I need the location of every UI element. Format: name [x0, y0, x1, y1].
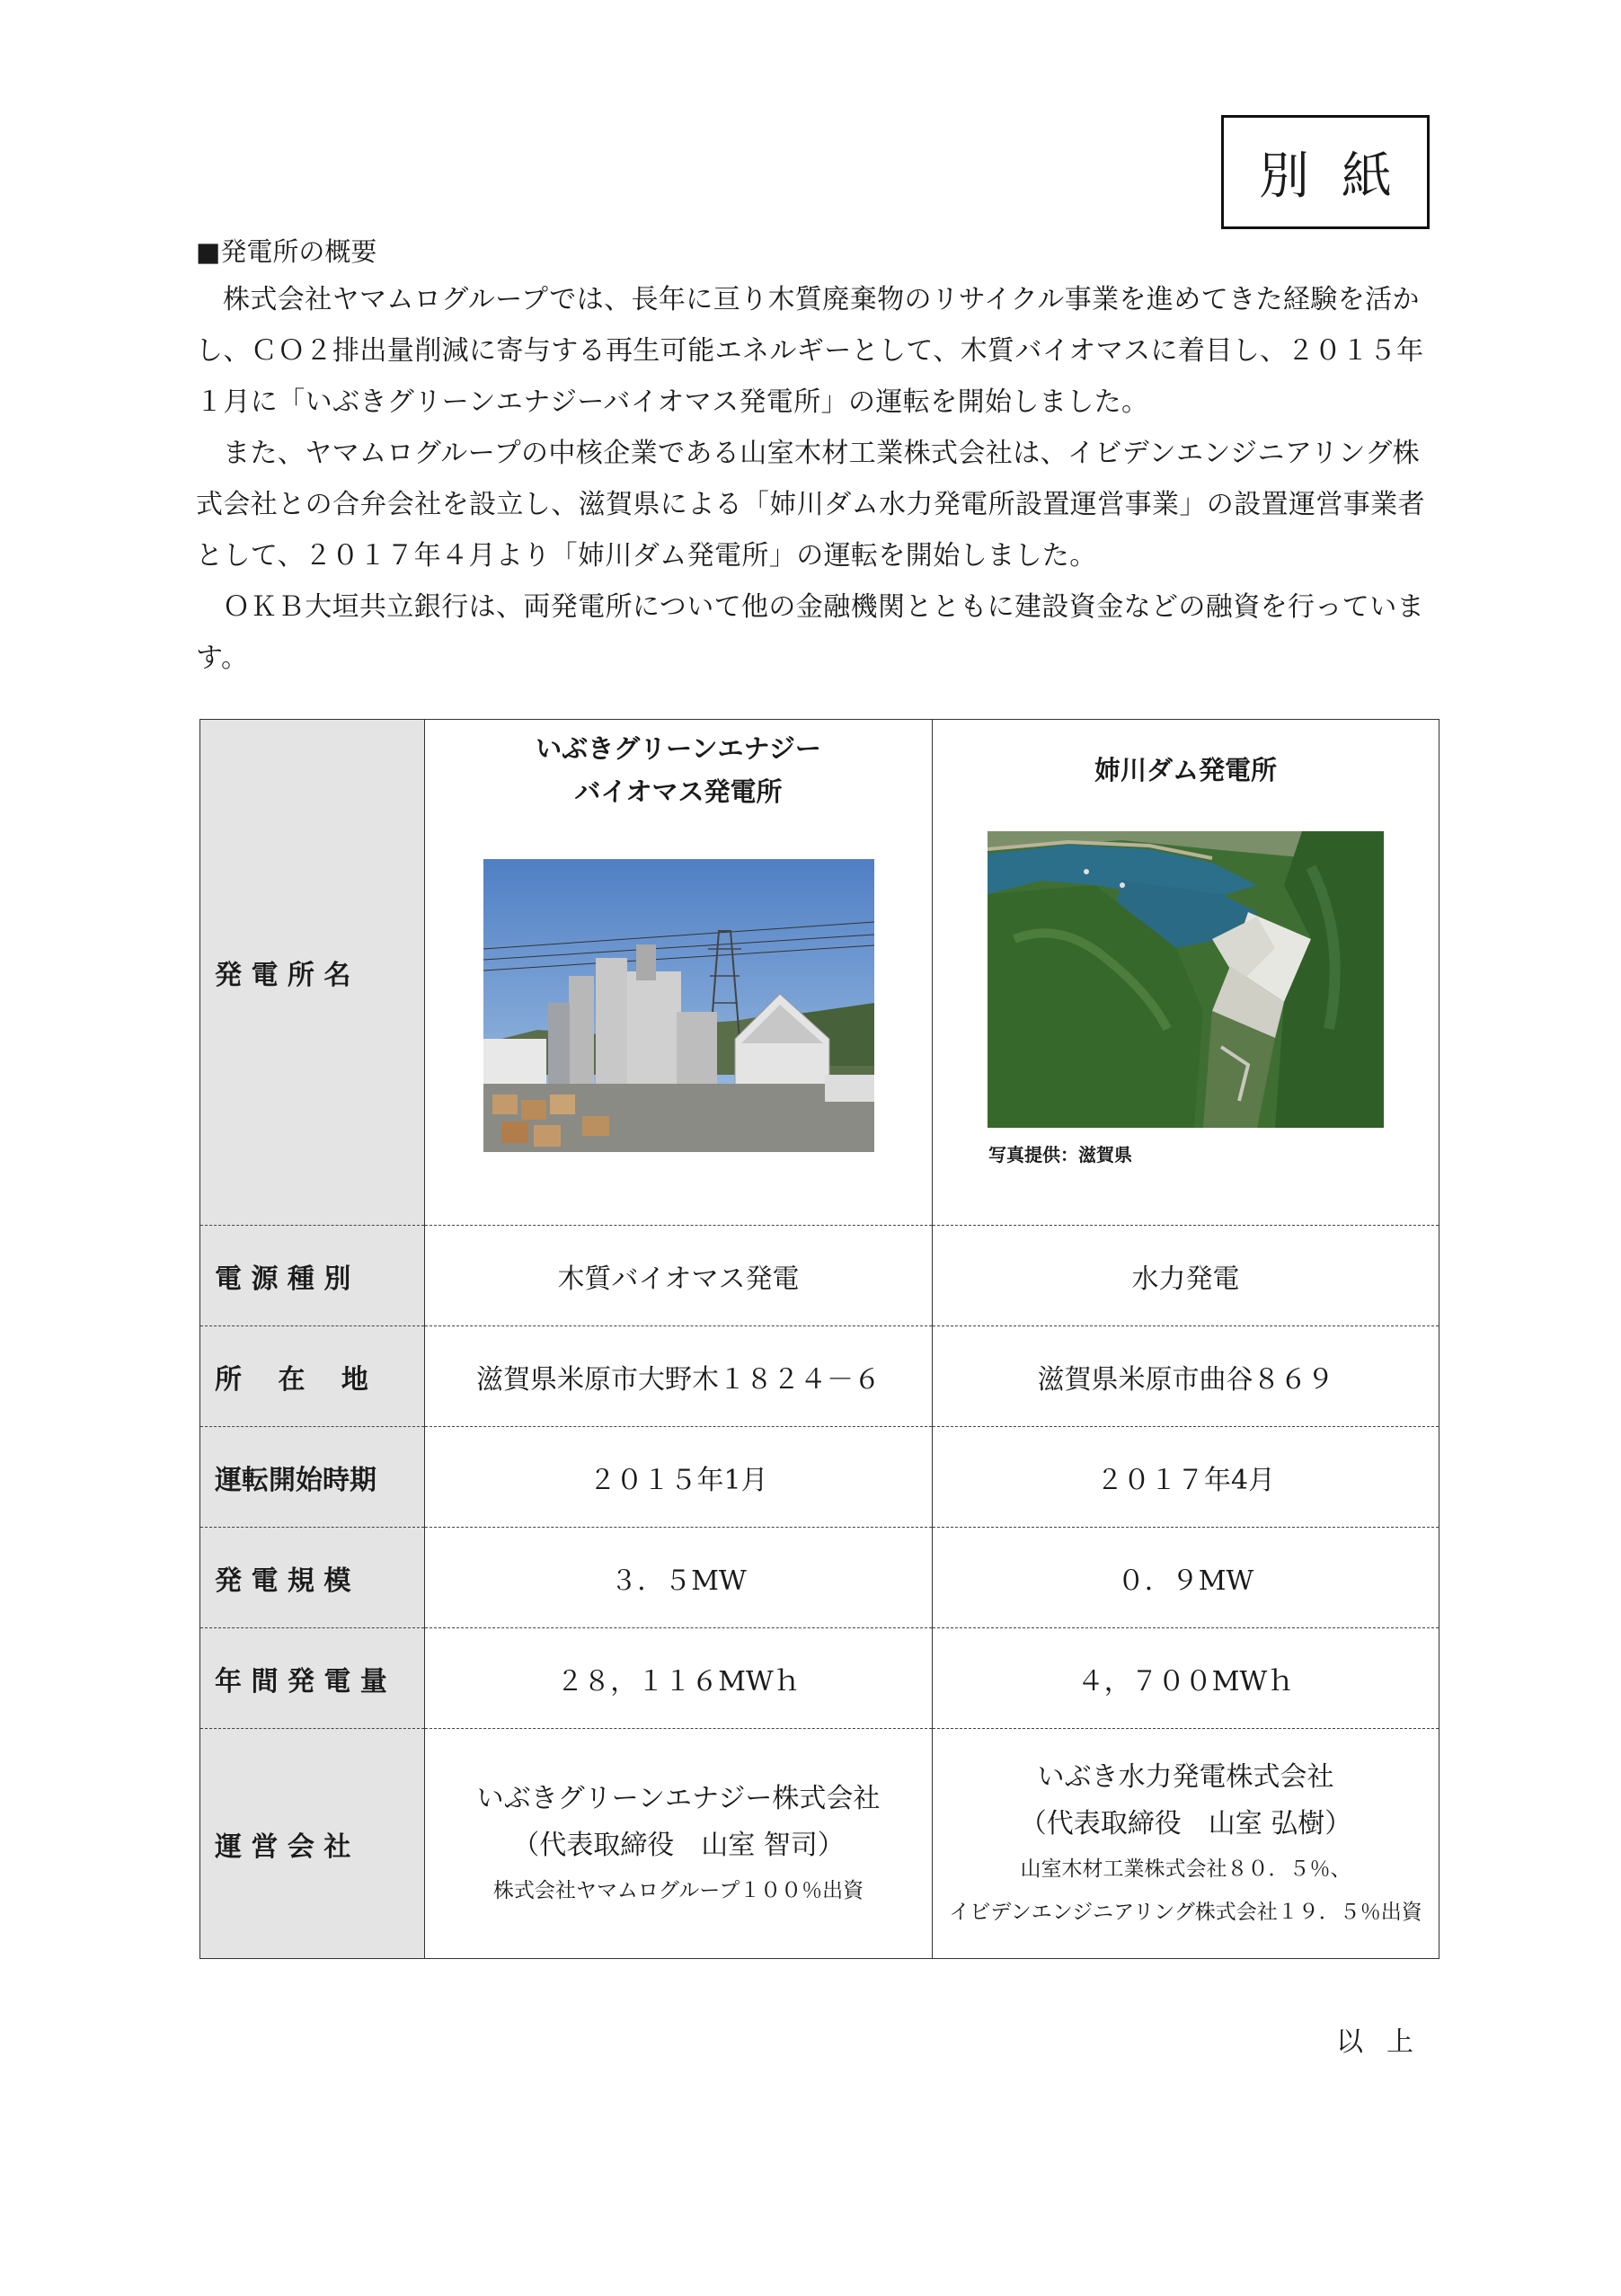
- table-row-operator: [200, 1729, 1439, 1959]
- biomass-plant-photo: [483, 859, 874, 1152]
- power-plant-table: [199, 719, 1439, 1959]
- label-annual-output: 年 間 発 電 量: [200, 1628, 425, 1729]
- plant1-title-line1: いぶきグリーンエナジー: [536, 733, 821, 764]
- table-row-type: [200, 1226, 1439, 1326]
- plant2-start-date: ２０１７年4月: [933, 1427, 1439, 1528]
- label-capacity: 発 電 規 模: [200, 1528, 425, 1628]
- label-start-date: 運転開始時期: [200, 1427, 425, 1528]
- plant2-operator-name: いぶき水力発電株式会社: [1037, 1760, 1334, 1793]
- plant1-operator-rep: （代表取締役 山室 智司）: [512, 1829, 845, 1861]
- attachment-stamp: 別紙: [1221, 115, 1430, 229]
- plant1-capacity: ３．５MW: [425, 1528, 933, 1628]
- intro-text: [196, 274, 1441, 684]
- plant2-capacity: ０．９MW: [933, 1528, 1439, 1628]
- intro-paragraph-1: 株式会社ヤマムログループでは、長年に亘り木質廃棄物のリサイクル事業を進めてきた経験を活かし、ＣＯ２排出量削減に寄与する再生可能エネルギーとして、木質バイオマスに着目し、２０１５年１月に「いぶきグリーンエナジーバイオマス発電所」の運転を開始しました。: [196, 284, 1424, 418]
- closing-mark: 以上: [1336, 2026, 1437, 2058]
- plant2-location: 滋賀県米原市曲谷８６９: [933, 1326, 1439, 1427]
- plant1-power-type: 木質バイオマス発電: [425, 1226, 933, 1326]
- plant1-location: 滋賀県米原市大野木１８２４－６: [425, 1326, 933, 1427]
- plant1-start-date: ２０１５年1月: [425, 1427, 933, 1528]
- intro-paragraph-2: また、ヤマムログループの中核企業である山室木材工業株式会社は、イビデンエンジニアリング株式会社との合弁会社を設立し、滋賀県による「姉川ダム水力発電所設置運営事業」の設置運営事業者として、２０１７年４月より「姉川ダム発電所」の運転を開始しました。: [196, 438, 1425, 572]
- table-row-name: [200, 720, 1439, 1226]
- table-row-annual: [200, 1628, 1439, 1729]
- plant2-operator-rep: （代表取締役 山室 弘樹）: [1019, 1807, 1352, 1839]
- plant2-power-type: 水力発電: [933, 1226, 1439, 1326]
- dam-photo: [988, 831, 1384, 1128]
- table-row-capacity: [200, 1528, 1439, 1628]
- label-operator: 運 営 会 社: [200, 1729, 425, 1959]
- photo-credit: 写真提供：滋賀県: [988, 1144, 1132, 1166]
- plant1-annual-output: ２８，１１６MWｈ: [425, 1628, 933, 1729]
- table-row-location: [200, 1326, 1439, 1427]
- plant2-operator-note-2: イビデンエンジニアリング株式会社１９．５％出資: [949, 1900, 1422, 1924]
- plant1-operator-cell: [425, 1729, 933, 1959]
- label-location: 所 在 地: [200, 1326, 425, 1427]
- label-power-type: 電 源 種 別: [200, 1226, 425, 1326]
- label-plant-name: 発 電 所 名: [200, 720, 425, 1226]
- plant2-operator-cell: [933, 1729, 1439, 1959]
- plant1-name-cell: [425, 720, 933, 1226]
- plant2-title: 姉川ダム発電所: [1094, 755, 1277, 785]
- plant2-operator-note-1: 山室木材工業株式会社８０．５％、: [1020, 1857, 1351, 1881]
- plant2-annual-output: ４，７００MWｈ: [933, 1628, 1439, 1729]
- table-row-start: [200, 1427, 1439, 1528]
- plant2-name-cell: [933, 720, 1439, 1226]
- section-heading: ■発電所の概要: [196, 236, 377, 267]
- plant1-operator-note: 株式会社ヤマムログループ１００％出資: [492, 1878, 864, 1902]
- plant1-operator-name: いぶきグリーンエナジー株式会社: [476, 1782, 881, 1814]
- plant1-title-line2: バイオマス発電所: [574, 776, 783, 807]
- intro-paragraph-3: ＯＫＢ大垣共立銀行は、両発電所について他の金融機関とともに建設資金などの融資を行っています。: [196, 591, 1424, 674]
